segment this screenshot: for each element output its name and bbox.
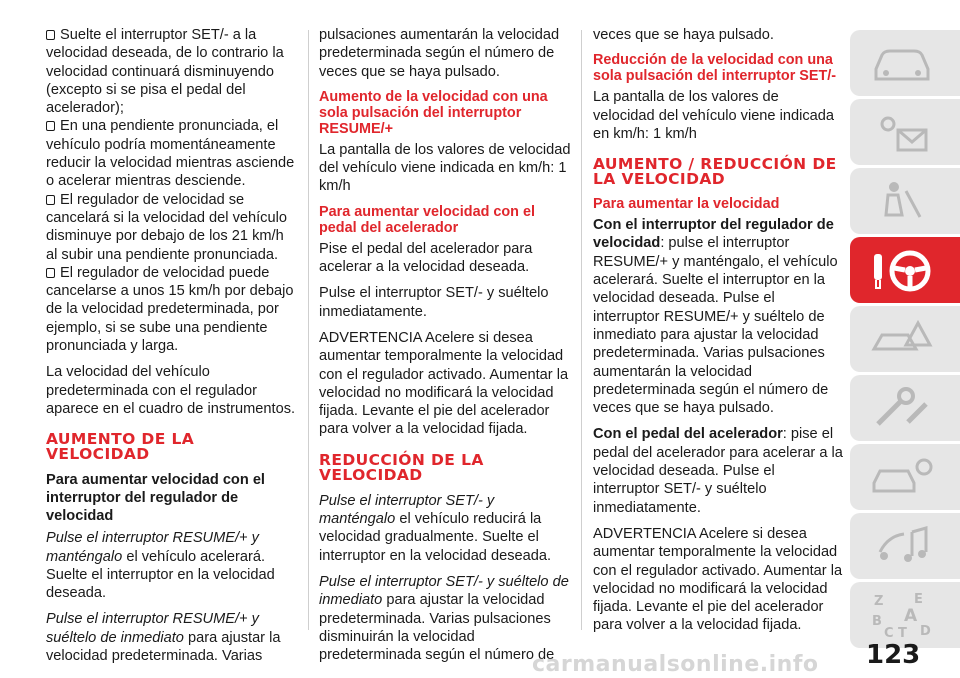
section-heading: AUMENTO DE LA VELOCIDAD [46,430,195,464]
car-icon [868,39,938,87]
bullet-item: El regulador de velocidad se cancelará si la velocidad del vehículo disminuye por debajo de los 21 km/h al subir una pendiente pronunciada. [46,191,287,263]
paragraph: Pulse el interruptor SET/- y suéltelo inmediatamente. [319,285,549,320]
index-letter: E [914,592,923,607]
chapter-tab[interactable] [850,582,960,648]
column-2 [319,26,573,672]
subheading: Para aumentar velocidad con el interruptor del regulador de velocidad [46,472,265,525]
checkbox-bullet-icon [46,268,55,278]
chapter-tab[interactable] [850,375,960,441]
warning-paragraph: ADVERTENCIA Acelere si desea aumentar temporalmente la velocidad con el regulador activado. Aumentar la velocidad no modificará la velocidad fijada. Levante el pie del acelerador para volver a la velocidad fijada. [593,525,843,634]
paragraph: Pulse el interruptor SET/- y manténgalo el vehículo reducirá la velocidad gradualmente. Suelte el interruptor en la velocidad deseada. [319,492,552,564]
wrench-icon [868,384,938,432]
watermark: carmanualsonline.info [532,652,819,677]
warning-paragraph: ADVERTENCIA Acelere si desea aumentar temporalmente la velocidad con el regulador activado. Aumentar la velocidad no modificará la velocidad fijada. Levante el pie del acelerador para volver a la velocidad fijada. [319,329,569,438]
chapter-sidebar [850,30,960,651]
paragraph: La pantalla de los valores de velocidad del vehículo viene indicada en km/h: 1 km/h [593,89,834,142]
index-letter: D [920,624,931,639]
checkbox-bullet-icon [46,121,55,131]
warning-lights-icon [868,108,938,156]
subheading: Aumento de la velocidad con una sola pulsación del interruptor RESUME/+ [319,88,548,137]
chapter-tab-active[interactable] [850,237,960,303]
paragraph: La pantalla de los valores de velocidad del vehículo viene indicada en km/h: 1 km/h [319,141,571,195]
section-heading: AUMENTO / REDUCCIÓN DE LA VELOCIDAD [593,155,837,189]
index-icon [868,591,938,639]
chapter-tab[interactable] [850,30,960,96]
column-divider [581,30,582,630]
column-3 [593,26,843,643]
column-1 [46,26,298,673]
chapter-tab[interactable] [850,513,960,579]
index-letter: B [872,614,882,629]
chapter-tab[interactable] [850,444,960,510]
index-letter: A [904,606,918,626]
subheading: Reducción de la velocidad con una sola pulsación del interruptor SET/- [593,52,837,85]
paragraph: Con el pedal del acelerador: pise el pedal del acelerador para acelerar a la velocidad deseada. Pulse el interruptor SET/- y suéltelo inmediatamente. [593,426,843,516]
index-letter: Z [874,594,884,609]
index-letter: T [898,626,907,639]
seat-safety-icon [868,177,938,225]
bullet-item: Suelte el interruptor SET/- a la velocidad deseada, de lo contrario la velocidad continuará disminuyendo (excepto si se pisa el pedal del acelerador); [46,27,284,117]
subheading: Para aumentar la velocidad [593,196,780,213]
paragraph: Pulse el interruptor SET/- y suéltelo de inmediato para ajustar la velocidad predeterminada. Varias pulsaciones disminuirán la velocidad predeterminada según el número de [319,573,569,664]
page-number: 123 [866,640,921,670]
paragraph: veces que se haya pulsado. [593,27,774,43]
paragraph: Pulse el interruptor RESUME/+ y suéltelo de inmediato para ajustar la velocidad predeterminada. Varias [46,611,281,665]
checkbox-bullet-icon [46,195,55,205]
checkbox-bullet-icon [46,30,55,40]
paragraph: pulsaciones aumentarán la velocidad predeterminada según el número de veces que se haya pulsado. [319,27,560,80]
paragraph: La velocidad del vehículo predeterminada con el regulador aparece en el cuadro de instrumentos. [46,364,296,417]
bullet-item: En una pendiente pronunciada, el vehículo podría momentáneamente reducir la velocidad mientras asciende o acelerar mientras desciende. [46,118,295,190]
section-heading: REDUCCIÓN DE LA VELOCIDAD [319,450,484,484]
bullet-item: El regulador de velocidad puede cancelarse a unos 15 km/h por debajo de la velocidad predeterminada, por ejemplo, si se sube una pendiente pronunciada y larga. [46,264,294,355]
subheading: Para aumentar velocidad con el pedal del acelerador [319,203,535,236]
chapter-tab[interactable] [850,168,960,234]
steering-wheel-icon [868,246,938,294]
index-letter: C [884,626,894,639]
paragraph: Pulse el interruptor RESUME/+ y manténgalo el vehículo acelerará. Suelte el interruptor en la velocidad deseada. [46,530,275,602]
chapter-tab[interactable] [850,99,960,165]
paragraph: Con el interruptor del regulador de velocidad: pulse el interruptor RESUME/+ y manténgalo, el vehículo acelerará. Suelte el interruptor en la velocidad deseada. Pulse el interruptor RESUME/+ y suéltelo de inmediato para ajustar la velocidad predeterminada. Varias pulsaciones aumentarán la velocidad predeterminada según el número de veces que se haya pulsado. [593,217,838,417]
paragraph: Pise el pedal del acelerador para acelerar a la velocidad deseada. [319,240,533,276]
car-specs-icon [868,453,938,501]
column-divider [308,30,309,630]
chapter-tab[interactable] [850,306,960,372]
emergency-icon [868,315,938,363]
multimedia-icon [868,522,938,570]
